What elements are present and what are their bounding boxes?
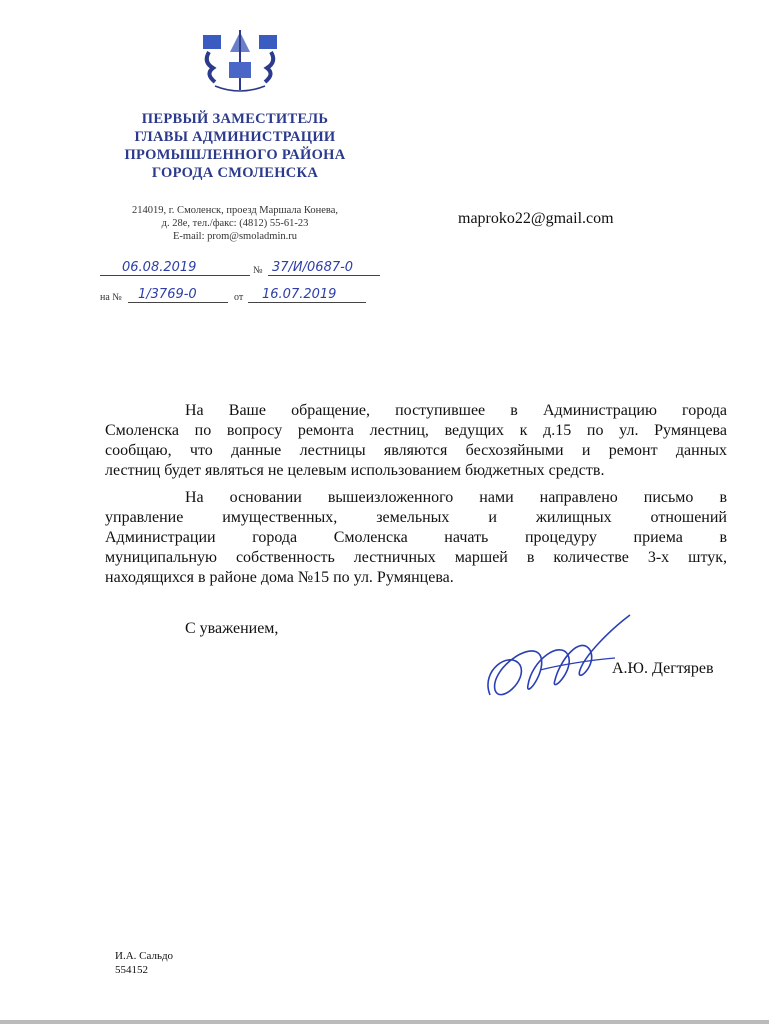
title-line: ГОРОДА СМОЛЕНСКА [151, 165, 319, 181]
letterhead-title [90, 110, 380, 182]
ref-number: 1/3769-0 [138, 287, 197, 302]
address-line: д. 28е, тел./факс: (4812) 55-61-23 [161, 218, 309, 229]
title-line: ПЕРВЫЙ ЗАМЕСТИТЕЛЬ [141, 111, 329, 127]
body-line: управление имущественных, земельных и жилищных отношений [105, 509, 727, 526]
address-line: 214019, г. Смоленск, проезд Маршала Конева, [131, 205, 339, 216]
outgoing-number: 37/И/0687-0 [272, 260, 354, 275]
ref-date: 16.07.2019 [262, 287, 337, 302]
page-bottom-edge [0, 1020, 769, 1024]
recipient-email: maproko22@gmail.com [458, 210, 614, 227]
body-line: Смоленска по вопросу ремонта лестниц, ведущих к д.15 по ул. Румянцева [105, 422, 727, 439]
title-line: ГЛАВЫ АДМИНИСТРАЦИИ [134, 129, 336, 145]
title-line: ПРОМЫШЛЕННОГО РАЙОНА [124, 147, 346, 163]
body-line: находящихся в районе дома №15 по ул. Румянцева. [105, 569, 454, 586]
executor-name: И.А. Сальдо [115, 950, 174, 962]
ref-label: на № [100, 292, 122, 303]
outgoing-date: 06.08.2019 [122, 260, 197, 275]
number-label: № [253, 265, 263, 276]
body-line: На основании вышеизложенного нами направлено письмо в [185, 489, 727, 506]
body-line: Администрации города Смоленска начать процедуру приема в [105, 529, 727, 546]
signatory-name: А.Ю. Дегтярев [612, 660, 714, 677]
body-line: сообщаю, что данные лестницы являются бесхозяйными и ремонт данных [105, 442, 727, 459]
from-label: от [234, 292, 244, 303]
address-line: E-mail: prom@smoladmin.ru [173, 231, 297, 242]
body-line: На Ваше обращение, поступившее в Администрацию города [185, 402, 727, 419]
body-line: лестниц будет являться не целевым использованием бюджетных средств. [105, 462, 605, 479]
coat-of-arms-logo [195, 30, 285, 95]
executor-phone: 554152 [115, 964, 148, 976]
body-line: муниципальную собственность лестничных маршей в количестве 3-х штук, [105, 549, 727, 566]
closing: С уважением, [185, 620, 279, 637]
letterhead-address [90, 204, 380, 243]
